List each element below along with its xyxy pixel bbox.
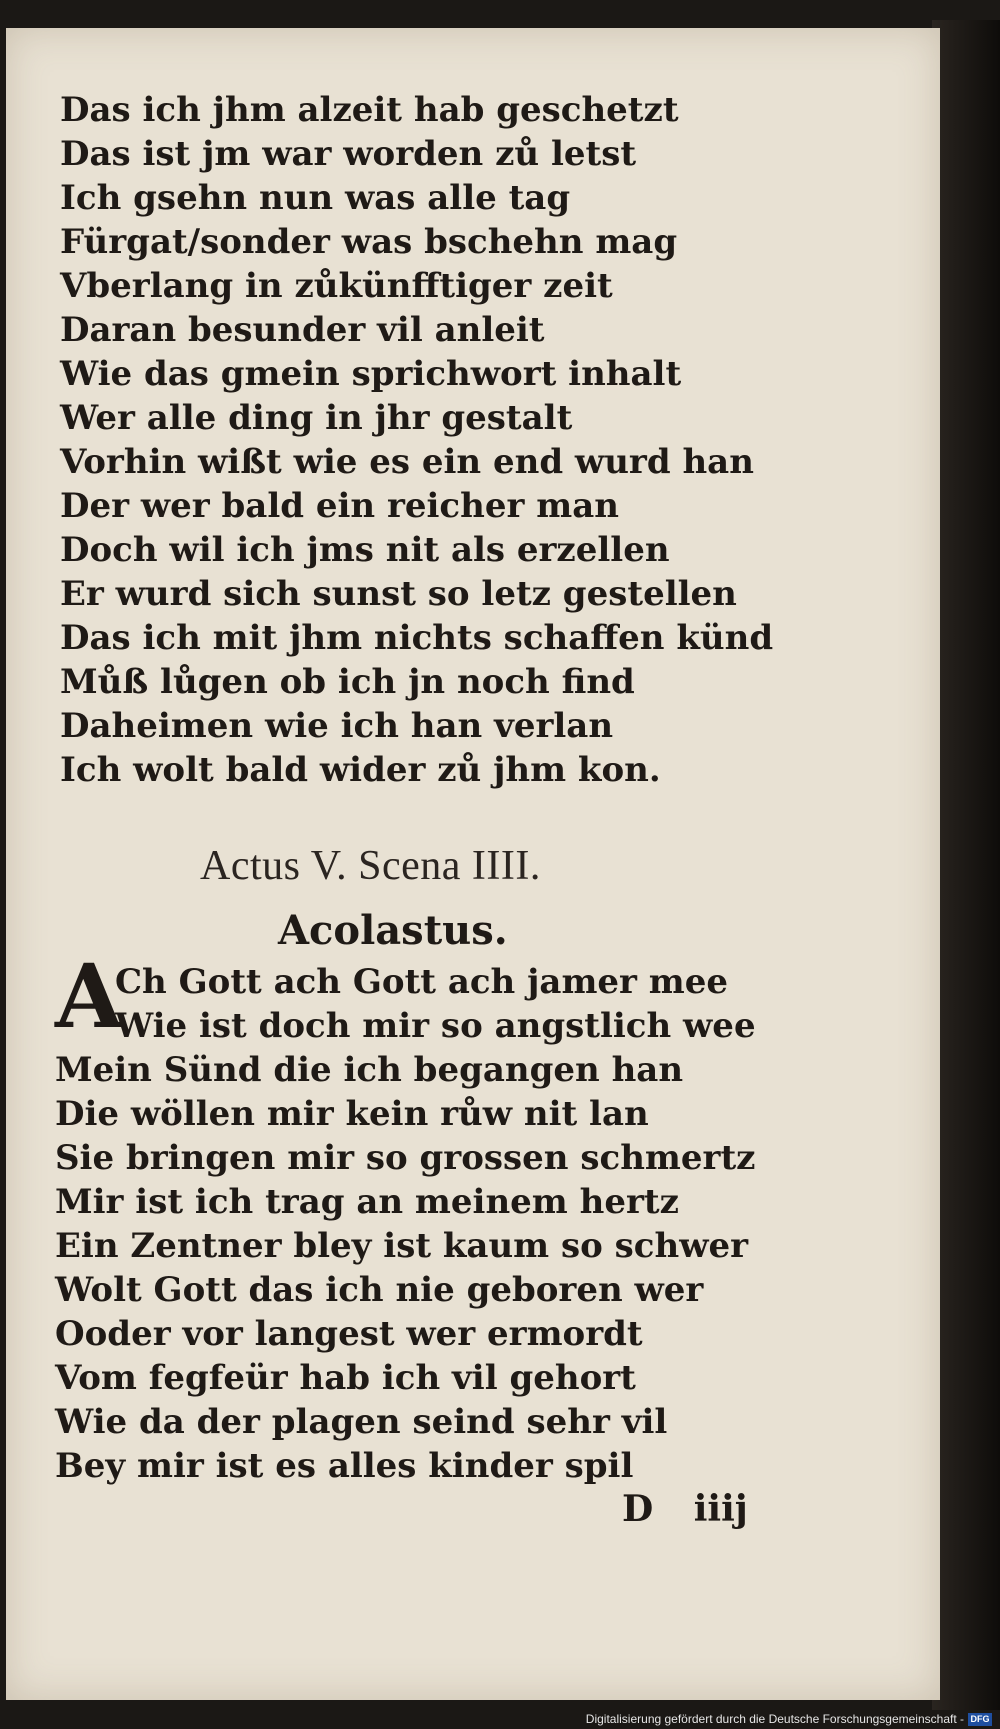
verse-line: Das ich jhm alzeit hab geschetzt bbox=[60, 90, 679, 130]
verse-line: Ich gsehn nun was alle tag bbox=[60, 178, 571, 218]
verse-line: Er wurd sich sunst so letz gestellen bbox=[60, 574, 737, 614]
signature-mark: D iiij bbox=[622, 1488, 748, 1530]
verse-line: Můß lůgen ob ich jn noch find bbox=[60, 662, 635, 702]
verse-line: Ich wolt bald wider zů jhm kon. bbox=[60, 750, 661, 790]
verse-line: Wer alle ding in jhr gestalt bbox=[60, 398, 573, 438]
verse-line: Der wer bald ein reicher man bbox=[60, 486, 619, 526]
speech-line: Wie ist doch mir so angstlich wee bbox=[115, 1006, 756, 1046]
verse-line: Das ich mit jhm nichts schaffen künd bbox=[60, 618, 774, 658]
speaker-name: Acolastus. bbox=[278, 907, 508, 954]
dfg-logo: DFG bbox=[968, 1713, 992, 1726]
speech-line: Vom fegfeür hab ich vil gehort bbox=[55, 1358, 636, 1398]
verse-line: Daheimen wie ich han verlan bbox=[60, 706, 614, 746]
speech-line: Ch Gott ach Gott ach jamer mee bbox=[115, 962, 729, 1002]
funding-credit: Digitalisierung gefördert durch die Deutsche Forschungsgemeinschaft - bbox=[585, 1712, 964, 1726]
verse-line: Daran besunder vil anleit bbox=[60, 310, 545, 350]
speech-line: Bey mir ist es alles kinder spil bbox=[55, 1446, 634, 1486]
verse-line: Vberlang in zůkünfftiger zeit bbox=[60, 266, 613, 306]
act-scene-heading: Actus V. Scena IIII. bbox=[200, 843, 541, 889]
verse-line: Fürgat/sonder was bschehn mag bbox=[60, 222, 678, 262]
verse-line: Wie das gmein sprichwort inhalt bbox=[60, 354, 682, 394]
speech-line: Ein Zentner bley ist kaum so schwer bbox=[55, 1226, 749, 1266]
speech-line: Sie bringen mir so grossen schmertz bbox=[55, 1138, 756, 1178]
speech-block bbox=[55, 960, 756, 1488]
speech-line: Mir ist ich trag an meinem hertz bbox=[55, 1182, 679, 1222]
verse-line: Doch wil ich jms nit als erzellen bbox=[60, 530, 670, 570]
verse-block bbox=[60, 88, 774, 792]
speech-line: Wolt Gott das ich nie geboren wer bbox=[55, 1270, 704, 1310]
speech-line: Mein Sünd die ich begangen han bbox=[55, 1050, 684, 1090]
verse-line: Das ist jm war worden zů letst bbox=[60, 134, 637, 174]
verse-line: Vorhin wißt wie es ein end wurd han bbox=[60, 442, 754, 482]
speech-line: Die wöllen mir kein růw nit lan bbox=[55, 1094, 649, 1134]
speech-line: Wie da der plagen seind sehr vil bbox=[55, 1402, 668, 1442]
page-gutter bbox=[932, 20, 1000, 1710]
speech-line: Ooder vor langest wer ermordt bbox=[55, 1314, 643, 1354]
drop-cap: A bbox=[55, 944, 124, 1048]
